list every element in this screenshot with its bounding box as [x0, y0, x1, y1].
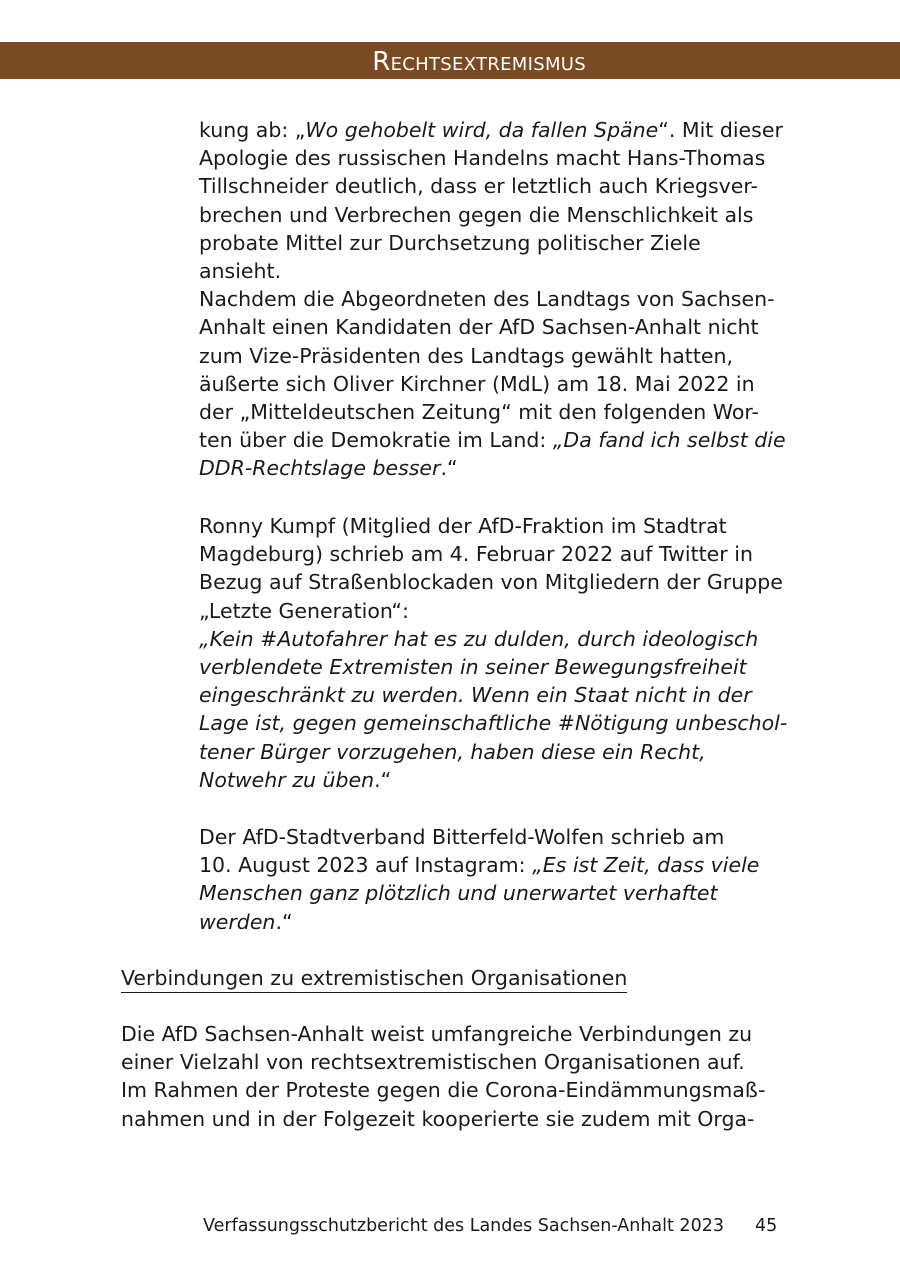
page-number: 45 [755, 1216, 778, 1236]
quote-text: verblendete Extremisten in seiner Bewegungsfreiheit [199, 654, 747, 679]
text-run: .“ [374, 767, 392, 792]
text-line [199, 144, 799, 172]
quote-text: „Da fand ich selbst die [552, 428, 786, 453]
text-run: „Letzte Generation“: [199, 598, 409, 623]
text-line [199, 229, 799, 257]
text-run: Anhalt einen Kandidaten der AfD Sachsen-Anhalt nicht [199, 315, 759, 340]
text-run: brechen und Verbrechen gegen die Menschlichkeit als [199, 202, 754, 227]
text-run: ansieht. [199, 258, 282, 283]
text-line [199, 766, 799, 794]
text-line [199, 172, 799, 200]
text-line [199, 426, 799, 454]
text-run: “. Mit dieser [658, 118, 783, 142]
body-line: Die AfD Sachsen-Anhalt weist umfangreiche Verbindungen zu [121, 1022, 753, 1046]
text-line [199, 512, 799, 540]
text-line [199, 568, 799, 596]
body-line: einer Vielzahl von rechtsextremistischen Organisationen auf. [121, 1050, 745, 1075]
text-run: kung ab: „ [199, 118, 306, 142]
text-line [199, 398, 799, 426]
section-body [121, 1020, 801, 1133]
section-heading: Verbindungen zu extremistischen Organisationen [121, 964, 627, 993]
quote-text: tener Bürger vorzugehen, haben diese ein Recht, [199, 739, 706, 764]
page-title: Rechtsextremismus [372, 47, 586, 77]
text-line [199, 370, 799, 398]
quote-text: Notwehr zu üben [199, 767, 375, 792]
text-run: .“ [275, 909, 293, 934]
paragraph-1 [199, 116, 799, 482]
text-run: der „Mitteldeutschen Zeitung“ mit den folgenden Wor- [199, 399, 759, 424]
text-run: Magdeburg) schrieb am 4. Februar 2022 auf Twitter in [199, 542, 753, 567]
text-line [199, 738, 799, 766]
text-run: Der AfD-Stadtverband Bitterfeld-Wolfen schrieb am [199, 825, 725, 849]
text-run: 10. August 2023 auf Instagram: [199, 853, 533, 878]
quote-text: Lage ist, gegen gemeinschaftliche #Nötigung unbeschol- [199, 711, 788, 736]
text-run: Tillschneider deutlich, dass er letztlich auch Kriegsver- [199, 174, 758, 199]
text-line [199, 908, 799, 936]
text-line [199, 313, 799, 341]
text-line [199, 851, 799, 879]
text-run: ten über die Demokratie im Land: [199, 428, 553, 453]
text-line [199, 709, 799, 737]
quote-text: „Kein #Autofahrer hat es zu dulden, durch ideologisch [199, 626, 759, 651]
text-line [199, 823, 799, 851]
text-line [199, 625, 799, 653]
text-line [199, 597, 799, 625]
text-line [199, 257, 799, 285]
quote-text: DDR-Rechtslage besser [199, 456, 441, 481]
text-run: Nachdem die Abgeordneten des Landtags von Sachsen- [199, 287, 775, 312]
text-run: probate Mittel zur Durchsetzung politischer Ziele [199, 230, 701, 255]
body-line: Im Rahmen der Proteste gegen die Corona-Eindämmungsmaß- [121, 1078, 766, 1103]
text-line [199, 454, 799, 482]
header-band [0, 42, 900, 79]
text-run: äußerte sich Oliver Kirchner (MdL) am 18. Mai 2022 in [199, 371, 755, 396]
text-run: Apologie des russischen Handelns macht Hans-Thomas [199, 146, 766, 171]
quote-text: Menschen ganz plötzlich und unerwartet verhaftet [199, 881, 718, 906]
text-run: .“ [440, 456, 458, 481]
text-run: zum Vize-Präsidenten des Landtags gewählt hatten, [199, 343, 733, 368]
text-line [199, 116, 799, 144]
text-line [199, 285, 799, 313]
text-line [199, 879, 799, 907]
body-line: nahmen und in der Folgezeit kooperierte sie zudem mit Orga- [121, 1106, 755, 1131]
footer-publication: Verfassungsschutzbericht des Landes Sachsen-Anhalt 2023 [203, 1216, 724, 1236]
text-line [199, 653, 799, 681]
paragraph-2 [199, 512, 799, 794]
paragraph-3 [199, 823, 799, 936]
text-run: Bezug auf Straßenblockaden von Mitgliedern der Gruppe [199, 570, 783, 595]
quote-text: werden [199, 909, 276, 934]
text-run: Ronny Kumpf (Mitglied der AfD-Fraktion im Stadtrat [199, 514, 727, 538]
text-line [199, 201, 799, 229]
quote-text: „Es ist Zeit, dass viele [532, 853, 760, 878]
text-line [199, 681, 799, 709]
quote-text: Wo gehobelt wird, da fallen Späne [305, 118, 659, 142]
text-line [199, 540, 799, 568]
quote-text: eingeschränkt zu werden. Wenn ein Staat nicht in der [199, 683, 752, 708]
text-line [199, 342, 799, 370]
